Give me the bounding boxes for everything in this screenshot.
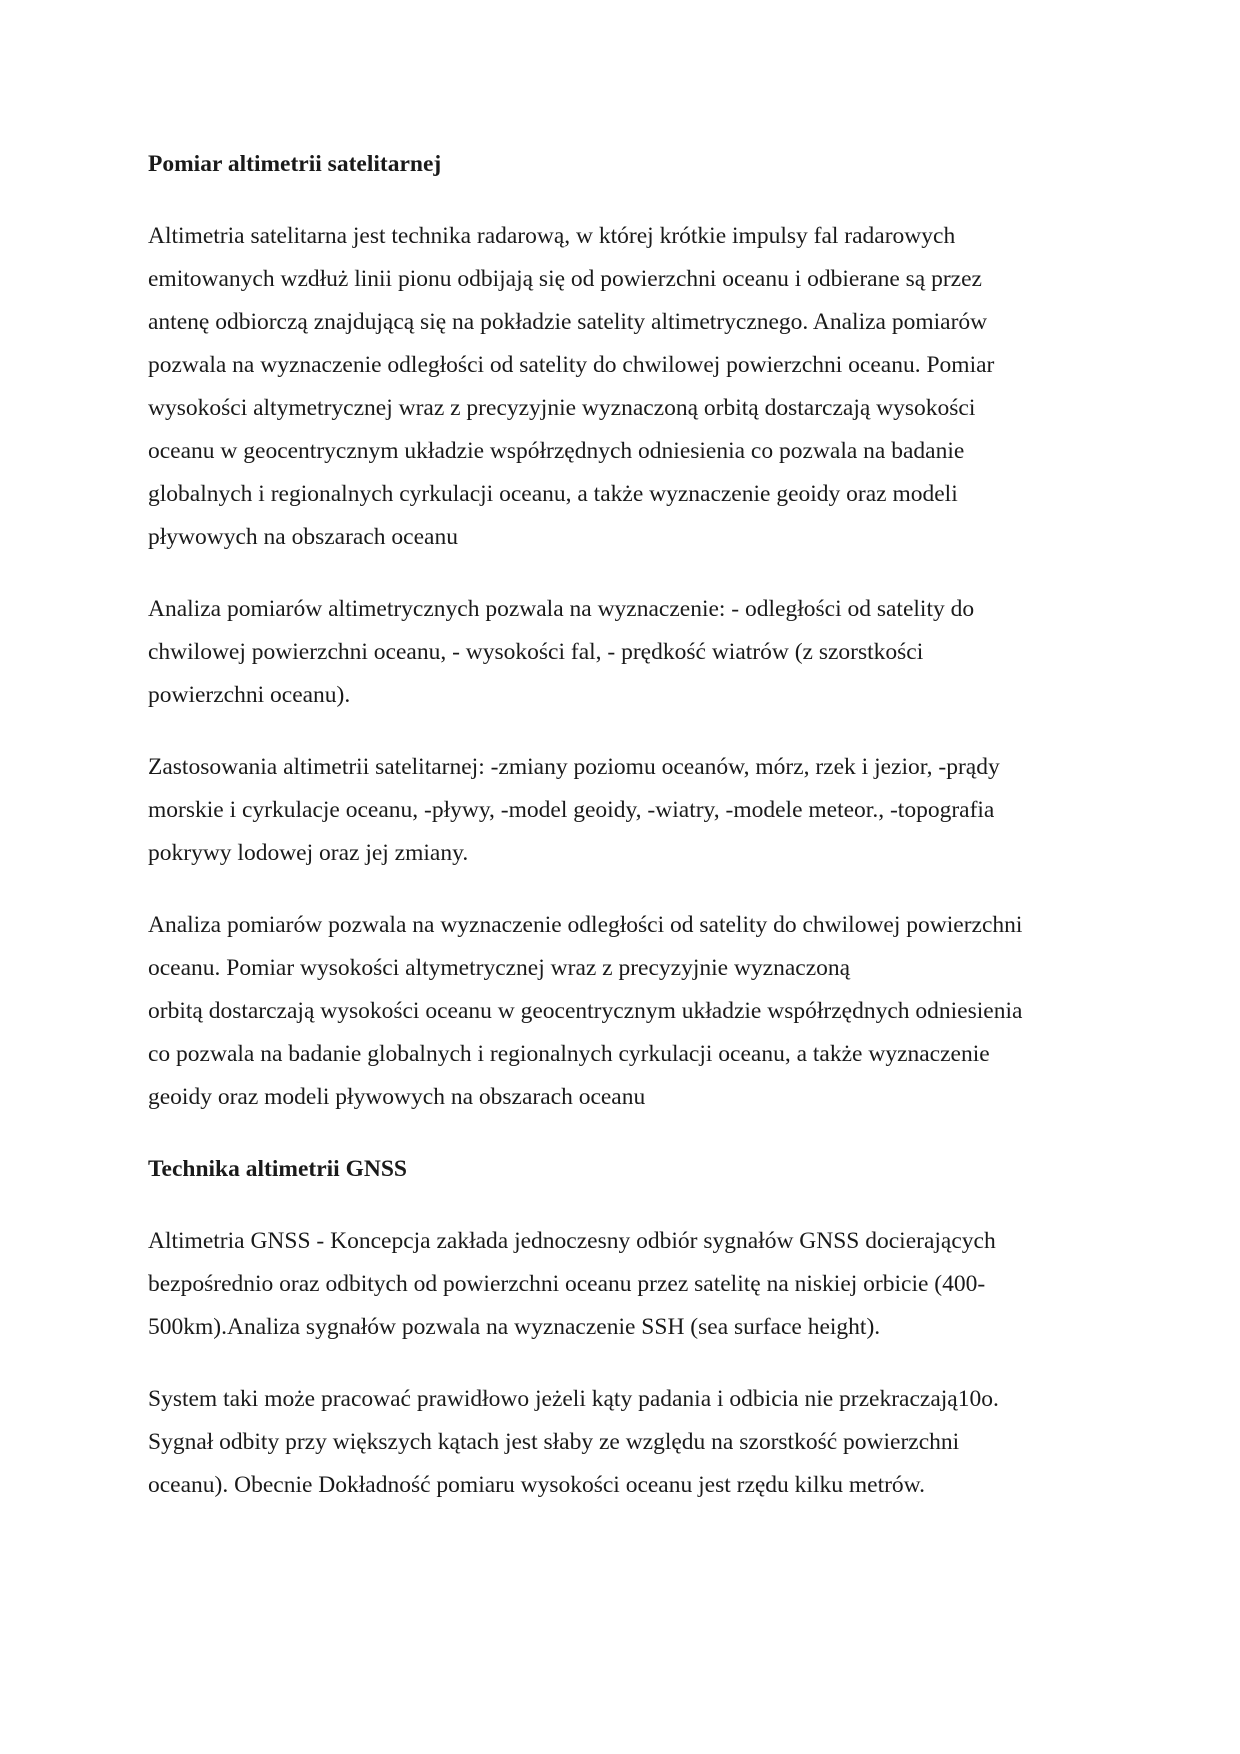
text-line: pozwala na wyznaczenie odległości od satelity do chwilowej powierzchni oceanu. Pomiar xyxy=(148,352,995,378)
paragraph-measurement-analysis xyxy=(148,588,1090,717)
text-line: wysokości altymetrycznej wraz z precyzyjnie wyznaczoną orbitą dostarczają wysokości xyxy=(148,395,976,421)
section-heading-gnss-altimetry: Technika altimetrii GNSS xyxy=(148,1156,407,1182)
paragraph-applications xyxy=(148,746,1090,875)
document-body xyxy=(148,143,1090,1536)
section-heading-satellite-altimetry: Pomiar altimetrii satelitarnej xyxy=(148,151,442,177)
text-line: geoidy oraz modeli pływowych na obszarach oceanu xyxy=(148,1084,646,1110)
text-line: oceanu. Pomiar wysokości altymetrycznej wraz z precyzyjnie wyznaczoną xyxy=(148,955,851,981)
text-line: Zastosowania altimetrii satelitarnej: -zmiany poziomu oceanów, mórz, rzek i jezior, -prądy xyxy=(148,754,1000,780)
text-line: oceanu). Obecnie Dokładność pomiaru wysokości oceanu jest rzędu kilku metrów. xyxy=(148,1472,926,1498)
text-line: powierzchni oceanu). xyxy=(148,682,351,708)
text-line: chwilowej powierzchni oceanu, - wysokości fal, - prędkość wiatrów (z szorstkości xyxy=(148,639,924,665)
text-line: pokrywy lodowej oraz jej zmiany. xyxy=(148,840,469,866)
paragraph-measurement-summary xyxy=(148,904,1090,1119)
text-line: globalnych i regionalnych cyrkulacji oceanu, a także wyznaczenie geoidy oraz modeli xyxy=(148,481,958,507)
text-line: pływowych na obszarach oceanu xyxy=(148,524,458,550)
text-line: orbitą dostarczają wysokości oceanu w geocentrycznym układzie współrzędnych odniesienia xyxy=(148,998,1023,1024)
paragraph-gnss-concept xyxy=(148,1220,1090,1349)
text-line: emitowanych wzdłuż linii pionu odbijają się od powierzchni oceanu i odbierane są przez xyxy=(148,266,982,292)
text-line: bezpośrednio oraz odbitych od powierzchni oceanu przez satelitę na niskiej orbicie (400- xyxy=(148,1271,986,1297)
text-line: Sygnał odbity przy większych kątach jest słaby ze względu na szorstkość powierzchni xyxy=(148,1429,960,1455)
text-line: morskie i cyrkulacje oceanu, -pływy, -model geoidy, -wiatry, -modele meteor., -topografia xyxy=(148,797,995,823)
text-line: 500km).Analiza sygnałów pozwala na wyznaczenie SSH (sea surface height). xyxy=(148,1314,881,1340)
text-line: antenę odbiorczą znajdującą się na pokładzie satelity altimetrycznego. Analiza pomiarów xyxy=(148,309,988,335)
text-line: Analiza pomiarów altimetrycznych pozwala na wyznaczenie: - odległości od satelity do xyxy=(148,596,975,622)
text-line: Altimetria GNSS - Koncepcja zakłada jednoczesny odbiór sygnałów GNSS docierających xyxy=(148,1228,996,1254)
text-line: oceanu w geocentrycznym układzie współrzędnych odniesienia co pozwala na badanie xyxy=(148,438,965,464)
paragraph-gnss-limitations xyxy=(148,1378,1090,1507)
text-line: Analiza pomiarów pozwala na wyznaczenie odległości od satelity do chwilowej powierzchni xyxy=(148,912,1023,938)
text-line: System taki może pracować prawidłowo jeżeli kąty padania i odbicia nie przekraczają10o. xyxy=(148,1386,999,1412)
paragraph-satellite-altimetry-intro xyxy=(148,215,1090,559)
text-line: Altimetria satelitarna jest technika radarową, w której krótkie impulsy fal radarowych xyxy=(148,223,956,249)
text-line: co pozwala na badanie globalnych i regionalnych cyrkulacji oceanu, a także wyznaczenie xyxy=(148,1041,990,1067)
